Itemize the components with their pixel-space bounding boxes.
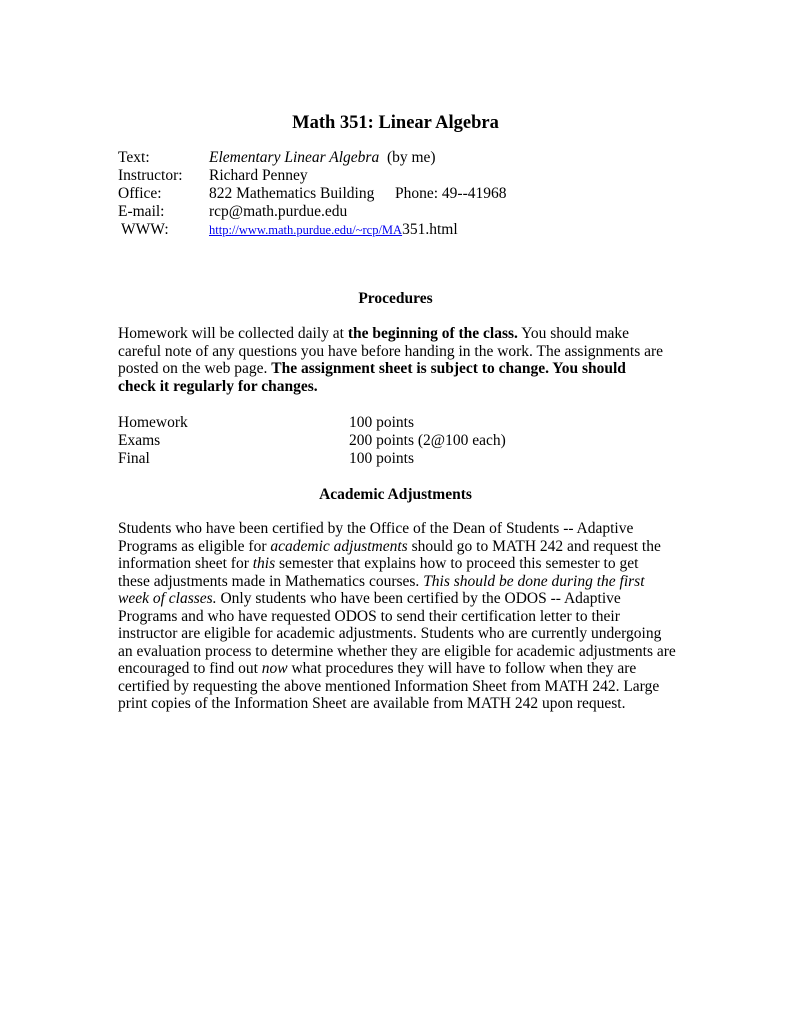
italic-text: week of classes.: [118, 590, 217, 607]
text-label: Text:: [118, 149, 150, 166]
textbook-title: Elementary Linear Algebra: [209, 149, 380, 166]
www-suffix: 351.html: [402, 221, 458, 238]
italic-text: This should be done during the first: [423, 572, 645, 590]
bold-text: The assignment sheet is subject to change. You should: [271, 360, 626, 377]
email-label: E-mail:: [118, 203, 165, 220]
paragraph-line: an evaluation process to determine whether they are eligible for academic adjustments are: [118, 642, 676, 660]
text-run: information sheet for: [118, 555, 253, 572]
text-run: Programs as eligible for: [118, 537, 271, 555]
paragraph-line: [118, 325, 658, 343]
instructor-value: Richard Penney: [209, 167, 308, 184]
adjustments-paragraph: [118, 520, 676, 713]
grade-item: Exams: [118, 432, 161, 449]
instructor-label: Instructor:: [118, 167, 183, 184]
paragraph-line: careful note of any questions you have before handing in the work. The assignments are: [118, 342, 664, 360]
paragraph-line: Students who have been certified by the Office of the Dean of Students -- Adaptive: [118, 520, 634, 537]
adjustments-heading: Academic Adjustments: [319, 486, 472, 503]
paragraph-line: Programs and who have requested ODOS to send their certification letter to their: [118, 607, 620, 625]
paragraph-line: print copies of the Information Sheet are available from MATH 242 upon request.: [118, 695, 626, 712]
paragraph-line: [118, 378, 658, 396]
paragraph-line: [118, 590, 658, 608]
italic-text: academic adjustments: [270, 537, 408, 555]
bold-text: the beginning of the class.: [347, 325, 518, 342]
text-run: these adjustments made in Mathematics courses.: [118, 572, 424, 590]
email-value: rcp@math.purdue.edu: [209, 203, 348, 220]
grade-points: 100 points: [349, 414, 415, 431]
paragraph-line: [118, 555, 658, 573]
procedures-paragraph: [118, 325, 664, 395]
grade-item: Final: [118, 450, 150, 467]
paragraph-line: [118, 537, 661, 556]
text-run: posted on the web page.: [118, 360, 272, 377]
procedures-heading: Procedures: [358, 290, 433, 307]
text-run: Homework will be collected daily at: [118, 325, 348, 342]
paragraph-line: [118, 573, 658, 591]
paragraph-line: certified by requesting the above mentioned Information Sheet from MATH 242. Large: [118, 677, 660, 695]
italic-text: now: [261, 660, 288, 677]
grade-item: Homework: [118, 414, 188, 431]
text-run: Only students who have been certified by the ODOS -- Adaptive: [216, 590, 621, 607]
text-run: semester that explains how to proceed this semester to get: [275, 555, 639, 572]
office-value: 822 Mathematics Building: [209, 185, 375, 202]
paragraph-line: instructor are eligible for academic adjustments. Students who are currently undergoing: [118, 625, 662, 642]
text-value: [209, 149, 436, 167]
www-value: [209, 221, 458, 240]
paragraph-line: [118, 660, 658, 678]
grade-points: 200 points (2@100 each): [349, 432, 506, 449]
bold-text: check it regularly for changes.: [118, 377, 318, 395]
paragraph-line: [118, 360, 658, 378]
italic-text: this: [252, 555, 276, 572]
grade-points: 100 points: [349, 450, 415, 467]
office-label: Office:: [118, 185, 162, 202]
page-title: Math 351: Linear Algebra: [292, 113, 499, 133]
text-run: encouraged to find out: [118, 660, 262, 677]
text-run: what procedures they will have to follow when they are: [287, 660, 637, 677]
www-label: WWW:: [121, 221, 169, 238]
course-web-link[interactable]: http://www.math.purdue.edu/~rcp/MA: [209, 223, 403, 237]
textbook-note: (by me): [386, 149, 436, 166]
text-run: You should make: [517, 325, 630, 342]
phone-value: Phone: 49--41968: [395, 185, 507, 202]
text-run: should go to MATH 242 and request the: [407, 537, 661, 555]
